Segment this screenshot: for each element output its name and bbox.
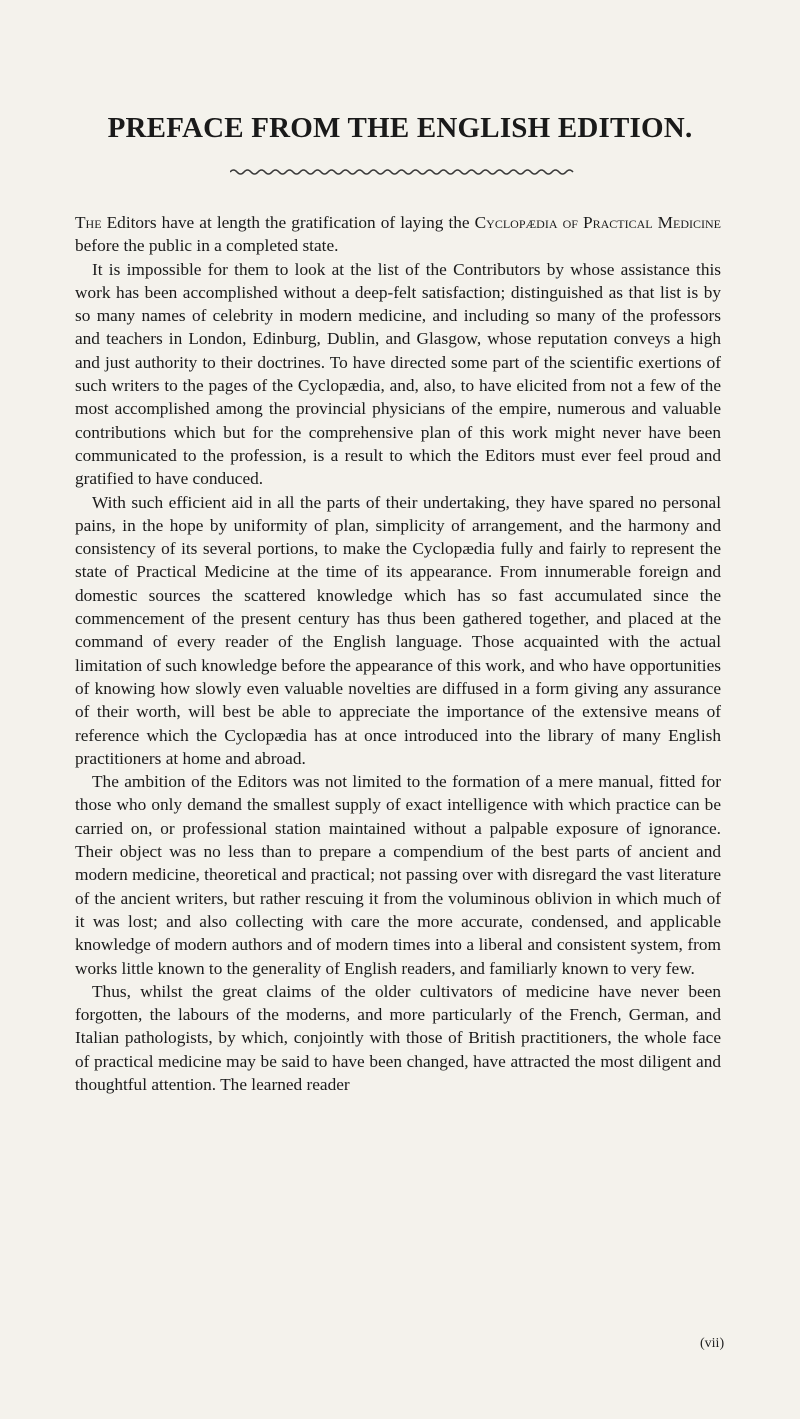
work-title-smallcaps: Cyclopædia of Practical Medicine [474, 213, 721, 232]
paragraph-5: Thus, whilst the great claims of the older cultivators of medicine have never been forgotten, the labours of the moderns, and more particularly of the French, German, and Italian pathologists, by which, conjointly with those of British practitioners, the whole face of practical medicine may be said to have been changed, have attracted the most diligent and thoughtful attention. The learned reader [75, 981, 721, 1094]
page-title: PREFACE FROM THE ENGLISH EDITION. [107, 112, 693, 144]
paragraph-1-text-a: Editors have at length the gratification of laying the [101, 213, 475, 232]
paragraph-1 [75, 211, 721, 258]
decorative-wavy-rule [230, 167, 574, 177]
preface-body [75, 211, 721, 1096]
paragraph-1-text-b: before the public in a completed state. [75, 236, 339, 256]
paragraph-3: With such efficient aid in all the parts of their undertaking, they have spared no personal pains, in the hope by uniformity of plan, simplicity of arrangement, and the harmony and consistency of its several portions, to make the Cyclopædia fully and fairly to represent the state of Practical Medicine at the time of its appearance. From innumerable foreign and domestic sources the scattered knowledge which has so fast accumulated since the commencement of the present century has thus been gathered together, and placed at the command of every reader of the English language. Those acquainted with the actual limitation of such knowledge before the appearance of this work, and who have opportunities of knowing how slowly even valuable novelties are diffused in a form giving any assurance of their worth, will best be able to appreciate the importance of the extensive means of reference which the Cyclopædia has at once introduced into the library of many English practitioners at home and abroad. [75, 492, 721, 768]
paragraph-2: It is impossible for them to look at the list of the Contributors by whose assistance this work has been accomplished without a deep-felt satisfaction; distinguished as that list is by so many names of celebrity in modern medicine, and including so many of the professors and teachers in London, Edinburg, Dublin, and Glasgow, whose reputation conveys a high and just authority to their doctrines. To have directed some part of the scientific exertions of such writers to the pages of the Cyclopædia, and, also, to have elicited from not a few of the most accomplished among the provincial physicians of the empire, numerous and valuable contributions which but for the comprehensive plan of this work might never have been communicated to the profession, is a result to which the Editors must ever feel proud and gratified to have conduced. [75, 259, 721, 489]
paragraph-lead-word: The [75, 213, 102, 232]
wavy-rule-line [230, 170, 573, 174]
page-number: (vii) [700, 1336, 725, 1351]
paragraph-4: The ambition of the Editors was not limited to the formation of a mere manual, fitted for those who only demand the smallest supply of exact intelligence with which practice can be carried on, or professional station maintained without a palpable exposure of ignorance. Their object was no less than to prepare a compendium of the best parts of ancient and modern medicine, theoretical and practical; not passing over with disregard the vast literature of the ancient writers, but rather rescuing it from the voluminous oblivion in which much of it was lost; and also collecting with care the more accurate, condensed, and applicable knowledge of modern authors and of modern times into a liberal and consistent system, from works little known to the generality of English readers, and familiarly known to very few. [75, 772, 721, 978]
